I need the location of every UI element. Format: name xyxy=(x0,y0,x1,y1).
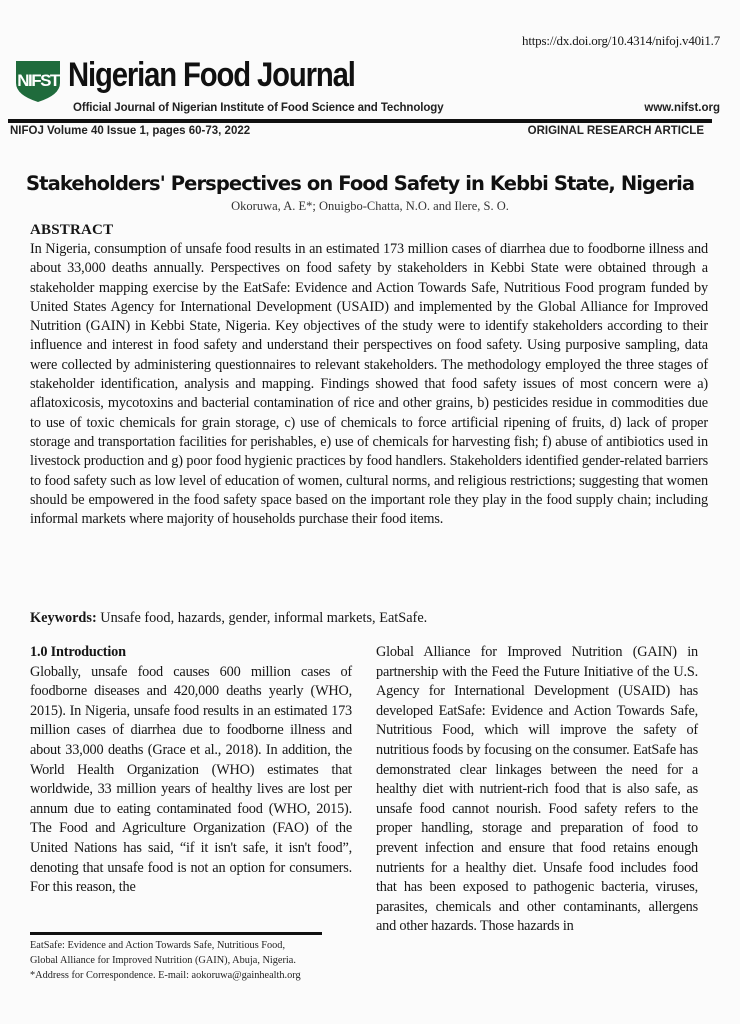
abstract-text: In Nigeria, consumption of unsafe food results in an estimated 173 million cases of diarrhea due to foodborne illness and about 33,000 deaths annually. Perspectives on food safety by stakeholders in Kebbi State were obtained through a stakeholder mapping exercise by the EatSafe: Evidence and Action Towards Safe, Nutritious Food program funded by United States Agency for International Development (USAID) and implemented by the Global Alliance for Improved Nutrition (GAIN) in Kebbi State, Nigeria. Key objectives of the study were to identify stakeholders according to their influence and interest in food safety and understand their perspectives on food safety. Using purposive sampling, data were collected by administering questionnaires to relevant stakeholders. The methodology employed the three stages of stakeholder identification, analysis and mapping. Findings showed that food safety issues of most concern were a) aflatoxicosis, mycotoxins and bacterial contamination of rice and other grains, b) pesticides residue in commodities due to use of toxic chemicals for grain storage, c) use of chemicals to force artificial ripening of fruits, d) lack of proper storage and transportation facilities for perishables, e) use of chemicals for harvesting fish; f) abuse of antibiotics used in livestock production and g) poor food hygienic practices by food handlers. Stakeholders identified gender-related barriers to food safety such as low level of education of women, cultural norms, and religious restrictions; suggesting that women should be empowered in the food safety space based on the important role they play in the food supply chain; including informal markets where majority of households purchase their food items. xyxy=(30,241,708,528)
paper-title: Stakeholders' Perspectives on Food Safety in Kebbi State, Nigeria xyxy=(26,172,695,195)
keywords-list: Unsafe food, hazards, gender, informal markets, EatSafe. xyxy=(100,610,428,626)
column-right xyxy=(376,643,698,937)
footnote-line-correspondence: *Address for Correspondence. E-mail: aokoruwa@gainhealth.org xyxy=(30,969,301,981)
journal-subtitle: Official Journal of Nigerian Institute of Food Science and Technology xyxy=(73,102,444,114)
authors: Okoruwa, A. E*; Onuigbo-Chatta, N.O. and Ilere, S. O. xyxy=(231,199,509,213)
journal-title: Nigerian Food Journal xyxy=(68,56,355,94)
doi-link[interactable]: https://dx.doi.org/10.4314/nifoj.v40i1.7 xyxy=(522,33,720,48)
intro-paragraph-right: Global Alliance for Improved Nutrition (GAIN) in partnership with the Feed the Future Initiative of the U.S. Agency for International Development (USAID) has developed EatSafe: Evidence and Action Towards Safe, Nutritious Food, which will improve the safety of nutritious foods by focusing on the consumer. EatSafe has demonstrated clear linkages between the need for a healthy diet with nutrient-rich food that is also safe, as unsafe food cannot nourish. Food safety refers to the proper handling, storage and preparation of food to prevent infection and ensure that food retains enough nutrients for a healthy diet. Unsafe food includes food that has been exposed to pathogenic bacteria, viruses, parasites, chemicals and other contaminants, allergens and other hazards. Those hazards in xyxy=(376,644,698,935)
journal-website[interactable]: www.nifst.org xyxy=(644,102,720,114)
issue-info: NIFOJ Volume 40 Issue 1, pages 60-73, 2022 xyxy=(10,125,251,137)
header-divider xyxy=(8,119,712,123)
footnote xyxy=(30,939,360,983)
footnote-line: Global Alliance for Improved Nutrition (GAIN), Abuja, Nigeria. xyxy=(30,954,296,966)
column-left xyxy=(30,643,352,898)
keywords-label: Keywords: xyxy=(30,610,97,626)
footnote-divider xyxy=(30,932,322,935)
article-type: ORIGINAL RESEARCH ARTICLE xyxy=(527,125,704,137)
abstract-heading: ABSTRACT xyxy=(30,222,114,238)
svg-text:NIFST: NIFST xyxy=(17,71,59,90)
intro-paragraph-left: Globally, unsafe food causes 600 million cases of foodborne diseases and 420,000 deaths yearly (WHO, 2015). In Nigeria, unsafe food results in an estimated 173 million cases of diarrhea due to foodborne illness and about 33,000 deaths (Grace et al., 2018). In addition, the World Health Organization (WHO) estimates that worldwide, 33 million years of healthy lives are lost per annum due to eating contaminated food (WHO, 2015). The Food and Agriculture Organization (FAO) of the United Nations has said, “if it isn't safe, it isn't food”, denoting that unsafe food is not an option for consumers. For this reason, the xyxy=(30,663,352,896)
nifst-logo-icon xyxy=(15,59,61,103)
keywords xyxy=(30,610,708,627)
section-heading-introduction: 1.0 Introduction xyxy=(30,644,126,660)
footnote-line: EatSafe: Evidence and Action Towards Safe, Nutritious Food, xyxy=(30,940,286,951)
journal-masthead xyxy=(12,56,730,116)
